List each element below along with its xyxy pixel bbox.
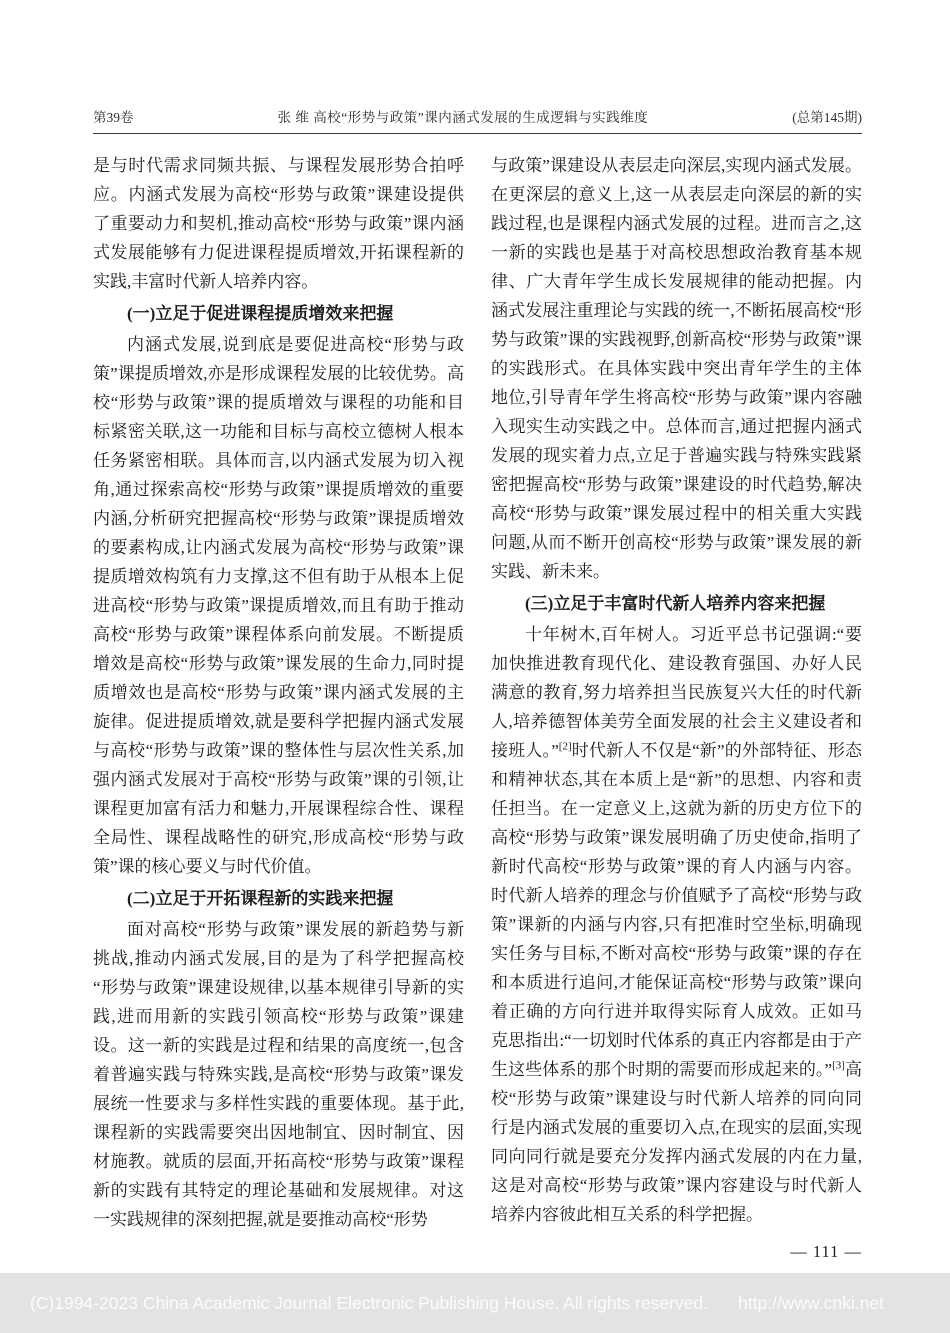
page-header	[93, 106, 862, 126]
cnki-url[interactable]: http://www.cnki.net	[738, 1292, 884, 1313]
article-body	[93, 151, 862, 1234]
header-rule	[93, 133, 862, 134]
copyright-text: (C)1994-2023 China Academic Journal Electronic Publishing House. All rights reserved.	[30, 1292, 708, 1313]
section-heading-1: (一)立足于促进课程提质增效来把握	[127, 304, 394, 323]
section-heading-2: (二)立足于开拓课程新的实践来把握	[127, 889, 394, 908]
copyright-bar	[0, 1273, 950, 1333]
paragraph: 内涵式发展,说到底是要促进高校“形势与政策”课提质增效,亦是形成课程发展的比较优势。高校“形势与政策”课的提质增效与课程的功能和目标紧密关联,这一功能和目标与高校立德树人根本任务紧密相联。具体而言,以内涵式发展为切入视角,通过探索高校“形势与政策”课提质增效的重要内涵,分析研究把握高校“形势与政策”课提质增效的要素构成,让内涵式发展为高校“形势与政策”课提质增效构筑有力支撑,这不但有助于从根本上促进高校“形势与政策”课提质增效,而且有助于推动高校“形势与政策”课程体系向前发展。不断提质增效是高校“形势与政策”课发展的生命力,同时提质增效也是高校“形势与政策”课内涵式发展的主旋律。促进提质增效,就是要科学把握内涵式发展与高校“形势与政策”课的整体性与层次性关系,加强内涵式发展对于高校“形势与政策”课的引领,让课程更加富有活力和魅力,开展课程综合性、课程全局性、课程战略性的研究,形成高校“形势与政策”课的核心要义与时代价值。	[93, 335, 464, 876]
paragraph: 面对高校“形势与政策”课发展的新趋势与新挑战,推动内涵式发展,目的是为了科学把握高校“形势与政策”课建设规律,以基本规律引导新的实践,进而用新的实践引领高校“形势与政策”课建设。这一新的实践是过程和结果的高度统一,包含着普遍实践与特殊实践,是高校“形势与政策”课发展统一性要求与多样性实践的重要体现。基于此,课程新的实践需要突出因地制宜、因时制宜、因材施教。就质的层面,开拓高校“形势与政策”课程新的实践有其特定的理论基础和发展规律。对这一实践规律的深刻把握,就是要推动高校“形势	[93, 920, 464, 1229]
running-title: 张 维 高校“形势与政策”课内涵式发展的生成逻辑与实践维度	[277, 110, 649, 125]
volume-label: 第39卷	[93, 110, 134, 125]
paragraph-continuation: 是与时代需求同频共振、与课程发展形势合拍呼应。内涵式发展为高校“形势与政策”课建设提供了重要动力和契机,推动高校“形势与政策”课内涵式发展能够有力促进课程提质增效,开拓课程新的实践,丰富时代新人培养内容。	[93, 156, 464, 291]
paragraph-continuation: 与政策”课建设从表层走向深层,实现内涵式发展。在更深层的意义上,这一从表层走向深层的新的实践过程,也是课程内涵式发展的过程。进而言之,这一新的实践也是基于对高校思想政治教育基本规律、广大青年学生成长发展规律的能动把握。内涵式发展注重理论与实践的统一,不断拓展高校“形势与政策”课的实践视野,创新高校“形势与政策”课的实践形式。在具体实践中突出青年学生的主体地位,引导青年学生将高校“形势与政策”课内容融入现实生动实践之中。总体而言,通过把握内涵式发展的现实着力点,立足于普遍实践与特殊实践紧密把握高校“形势与政策”课建设的时代趋势,解决高校“形势与政策”课发展过程中的相关重大实践问题,从而不断开创高校“形势与政策”课发展的新实践、新未来。	[491, 156, 862, 581]
section-heading-3: (三)立足于丰富时代新人培养内容来把握	[525, 594, 826, 613]
paragraph: 十年树木,百年树人。习近平总书记强调:“要加快推进教育现代化、建设教育强国、办好人民满意的教育,努力培养担当民族复兴大任的时代新人,培养德智体美劳全面发展的社会主义建设者和接班人。”[2]时代新人不仅是“新”的外部特征、形态和精神状态,其在本质上是“新”的思想、内容和责任担当。在一定意义上,这就为新的历史方位下的高校“形势与政策”课发展明确了历史使命,指明了新时代高校“形势与政策”课的育人内涵与内容。时代新人培养的理念与价值赋予了高校“形势与政策”课新的内涵与内容,只有把准时空坐标,明确现实任务与目标,不断对高校“形势与政策”课的存在和本质进行追问,才能保证高校“形势与政策”课向着正确的方向行进并取得实际育人成效。正如马克思指出:“一切划时代体系的真正内容都是由于产生这些体系的那个时期的需要而形成起来的。”[3]高校“形势与政策”课建设与时代新人培养的同向同行是内涵式发展的重要切入点,在现实的层面,实现同向同行就是要充分发挥内涵式发展的内在力量,这是对高校“形势与政策”课内容建设与时代新人培养内容彼此相互关系的科学把握。	[491, 625, 863, 1224]
issue-label: (总第145期)	[792, 110, 862, 125]
page-number: — 111 —	[790, 1242, 862, 1261]
right-column	[491, 151, 862, 1234]
left-column	[93, 151, 464, 1234]
